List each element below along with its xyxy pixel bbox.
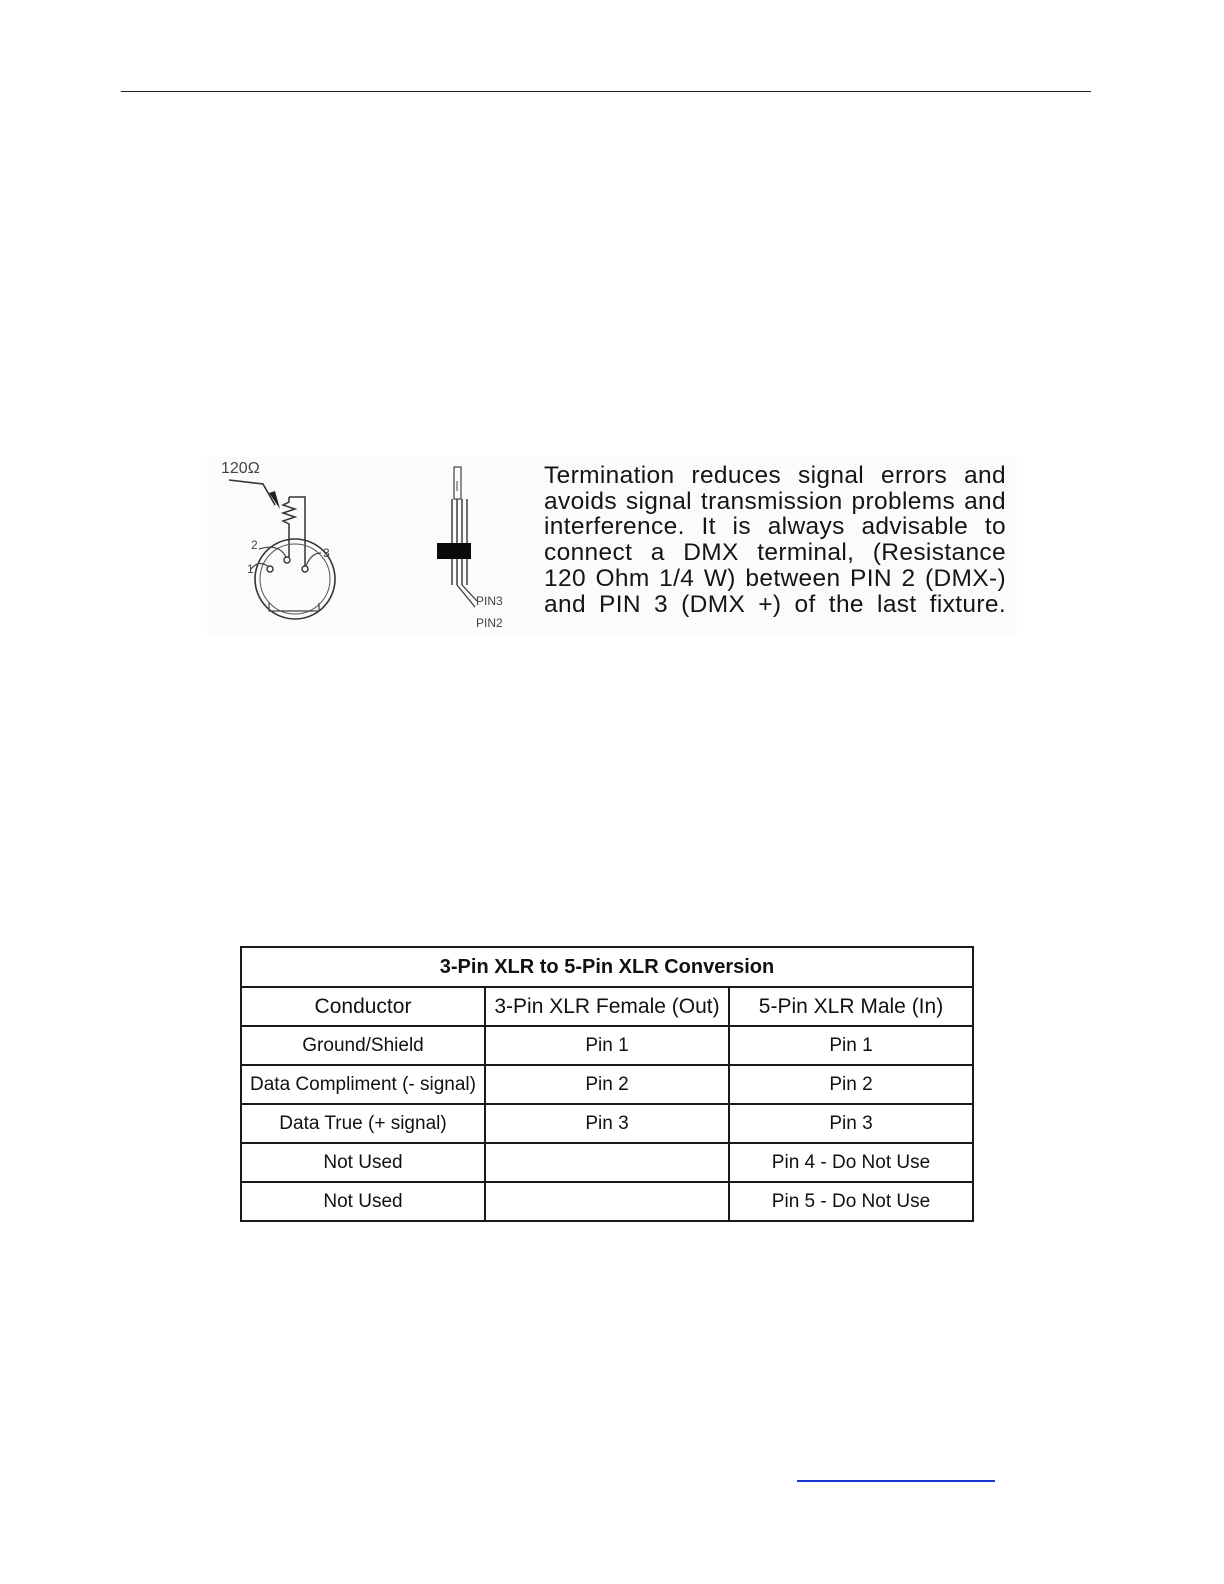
arrow-head [269,491,280,509]
table-cell: Pin 2 [485,1065,729,1104]
table-cell: Pin 3 [485,1104,729,1143]
table-header-row [241,987,973,1026]
plug-pin2-label: PIN2 [476,616,503,630]
column-header: 3-Pin XLR Female (Out) [485,987,729,1026]
pin-3-dot [302,566,308,572]
plug-band [437,543,471,559]
table-row [241,1143,973,1182]
termination-text: Termination reduces signal errors and avoids signal transmission problems and interference. It is always advisable to connect a DMX terminal, (Resistance 120 Ohm 1/4 W) between PIN 2 (DMX-) and PIN 3 (DMX +) of the last fixture. [544,462,1006,618]
table-cell: Not Used [241,1143,485,1182]
table-cell [485,1143,729,1182]
table-cell [485,1182,729,1221]
column-header: Conductor [241,987,485,1026]
table-cell: Pin 5 - Do Not Use [729,1182,973,1221]
pin-2-label: 2 [251,538,258,552]
table-cell: Data Compliment (- signal) [241,1065,485,1104]
plug-pin3-label: PIN3 [476,594,503,608]
table-cell: Pin 1 [729,1026,973,1065]
pin-1-label: 1 [247,562,254,576]
table-row [241,1104,973,1143]
table-row [241,1026,973,1065]
termination-diagram [207,457,537,635]
table-cell: Pin 2 [729,1065,973,1104]
conversion-table [240,946,974,1222]
plug-leads [452,499,467,585]
header-rule [121,91,1091,92]
table-title-row [241,947,973,987]
resistor-label: 120Ω [221,460,260,477]
resistor-zigzag [283,497,295,557]
table-cell: Not Used [241,1182,485,1221]
table-row [241,1065,973,1104]
arrow-line [229,480,275,505]
plug-leaders [457,585,477,607]
table-cell: Data True (+ signal) [241,1104,485,1143]
footer-link[interactable] [797,1480,995,1482]
pin-3-leader [306,553,321,566]
termination-figure [207,457,1017,635]
table-title: 3-Pin XLR to 5-Pin XLR Conversion [241,947,973,987]
table-cell: Ground/Shield [241,1026,485,1065]
table-cell: Pin 3 [729,1104,973,1143]
table-cell: Pin 4 - Do Not Use [729,1143,973,1182]
pin-1-leader [251,563,269,569]
table-row [241,1182,973,1221]
table-cell: Pin 1 [485,1026,729,1065]
column-header: 5-Pin XLR Male (In) [729,987,973,1026]
pin-2-dot [284,557,290,563]
pin-3-label: 3 [323,546,330,560]
